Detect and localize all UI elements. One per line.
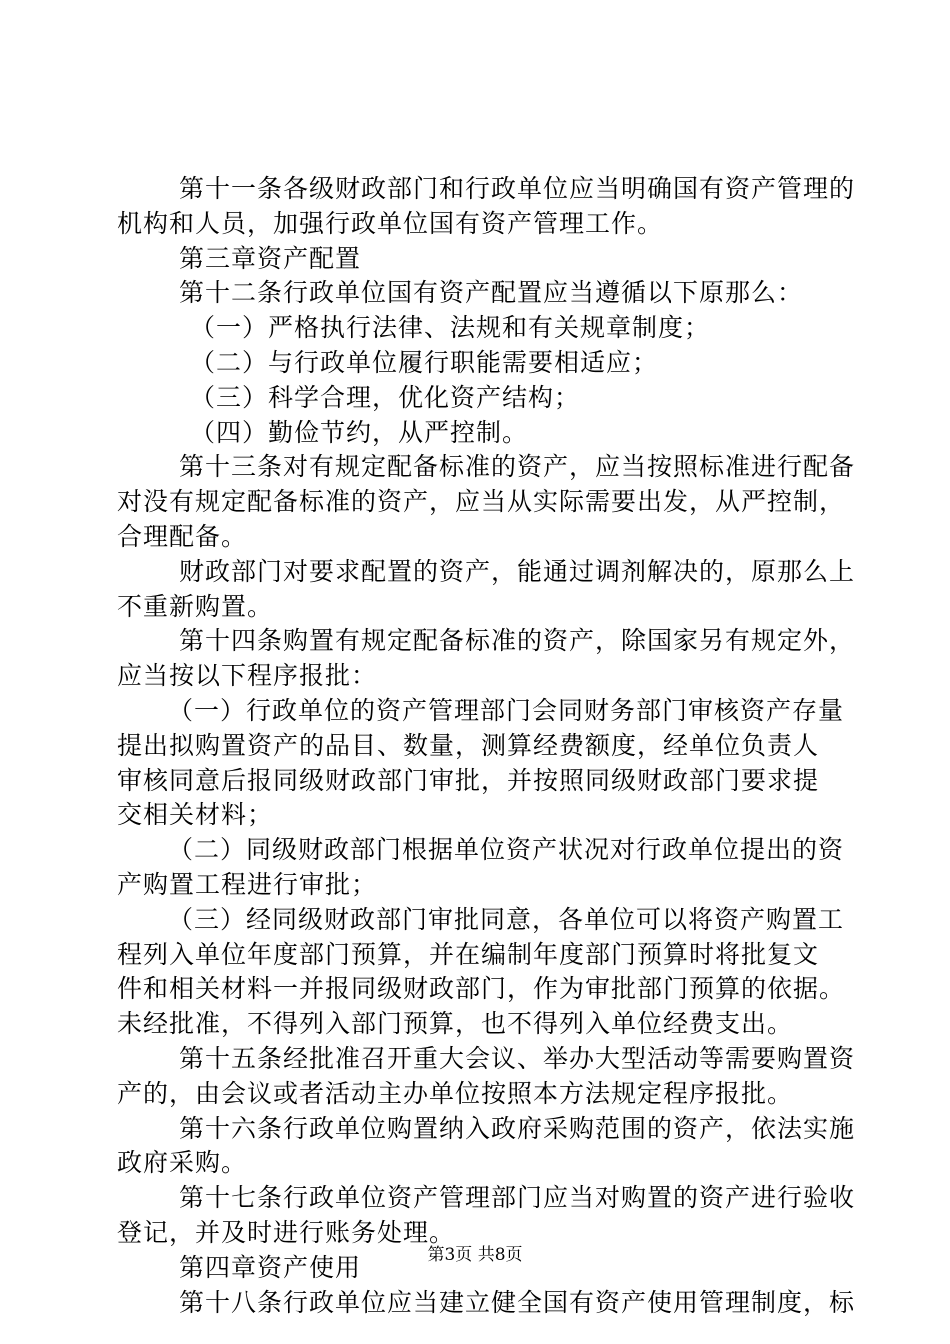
- text-line: 第十三条对有规定配备标准的资产，应当按照标准进行配备: [179, 452, 856, 482]
- text-line: 不重新购置。: [117, 591, 274, 621]
- text-line: 第十五条经批准召开重大会议、举办大型活动等需要购置资: [179, 1043, 856, 1073]
- text-line: （四）勤俭节约，从严控制。: [190, 417, 529, 447]
- text-line: 未经批准，不得列入部门预算，也不得列入单位经费支出。: [117, 1009, 794, 1039]
- text-line: 件和相关材料一并报同级财政部门，作为审批部门预算的依据。: [117, 974, 846, 1004]
- text-line: 第四章资产使用: [179, 1252, 362, 1282]
- text-line: 第十四条购置有规定配备标准的资产，除国家另有规定外，: [179, 626, 856, 656]
- text-line: （二）同级财政部门根据单位资产状况对行政单位提出的资: [168, 835, 845, 865]
- text-line: 第十八条行政单位应当建立健全国有资产使用管理制度，标: [179, 1287, 856, 1317]
- text-line: 交相关材料；: [117, 800, 274, 830]
- text-line: （三）经同级财政部门审批同意，各单位可以将资产购置工: [168, 904, 845, 934]
- document-body: [117, 172, 856, 1320]
- text-line: 对没有规定配备标准的资产，应当从实际需要出发，从严控制，: [117, 487, 846, 517]
- text-line: 政府采购。: [117, 1148, 248, 1178]
- text-line: 第十六条行政单位购置纳入政府采购范围的资产，依法实施: [179, 1113, 856, 1143]
- text-line: 第十二条行政单位国有资产配置应当遵循以下原那么：: [179, 278, 804, 308]
- text-line: （一）行政单位的资产管理部门会同财务部门审核资产存量: [168, 695, 845, 725]
- text-line: 审核同意后报同级财政部门审批，并按照同级财政部门要求提: [117, 765, 820, 795]
- text-line: （二）与行政单位履行职能需要相适应；: [190, 347, 659, 377]
- text-line: （三）科学合理，优化资产结构；: [190, 382, 581, 412]
- text-line: 程列入单位年度部门预算，并在编制年度部门预算时将批复文: [117, 939, 820, 969]
- text-line: 合理配备。: [117, 521, 248, 551]
- text-line: 提出拟购置资产的品目、数量，测算经费额度，经单位负责人: [117, 730, 820, 760]
- text-line: 财政部门对要求配置的资产，能通过调剂解决的，原那么上: [179, 556, 856, 586]
- text-line: 第三章资产配置: [179, 243, 362, 273]
- text-line: 产的，由会议或者活动主办单位按照本方法规定程序报批。: [117, 1078, 794, 1108]
- text-line: （一）严格执行法律、法规和有关规章制度；: [190, 313, 711, 343]
- text-line: 第十七条行政单位资产管理部门应当对购置的资产进行验收: [179, 1183, 856, 1213]
- page-footer: 第3页 共8页: [427, 1245, 523, 1265]
- text-line: 登记，并及时进行账务处理。: [117, 1217, 456, 1247]
- text-line: 产购置工程进行审批；: [117, 869, 378, 899]
- text-line: 第十一条各级财政部门和行政单位应当明确国有资产管理的: [179, 174, 856, 203]
- text-line: 机构和人员，加强行政单位国有资产管理工作。: [117, 208, 664, 238]
- text-line: 应当按以下程序报批：: [117, 661, 378, 691]
